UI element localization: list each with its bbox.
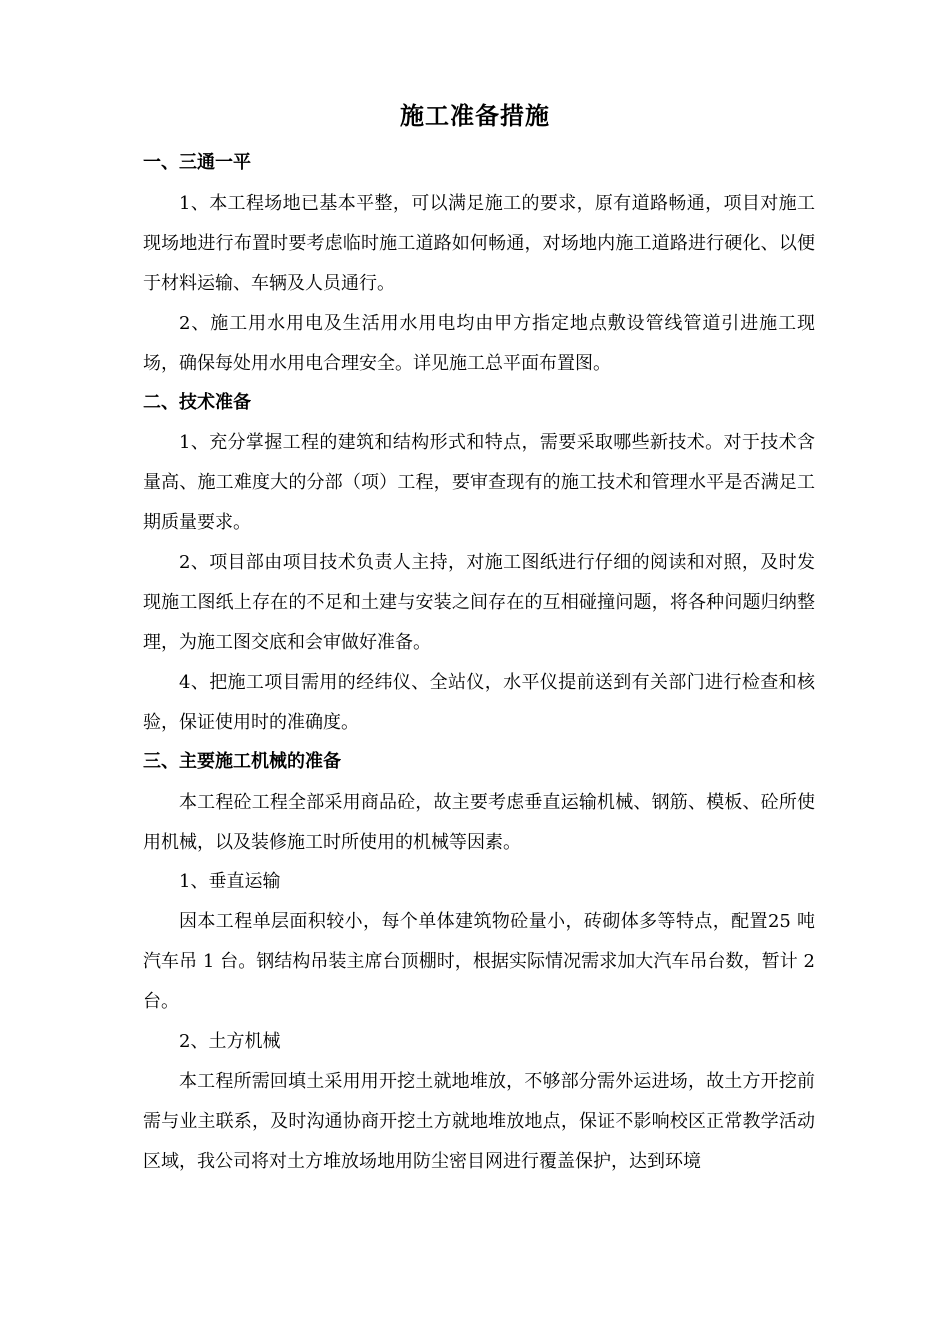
subsection-title-1: 1、垂直运输 bbox=[179, 871, 281, 892]
section-heading-2: 二、技术准备 bbox=[143, 392, 251, 413]
document-title: 施工准备措施 bbox=[400, 102, 550, 130]
paragraph: 1、充分掌握工程的建筑和结构形式和特点，需要采取哪些新技术。对于技术含量高、施工难度大的分部（项）工程，要审查现有的施工技术和管理水平是否满足工期质量要求。 bbox=[143, 432, 815, 533]
paragraph: 本工程所需回填土采用用开挖土就地堆放，不够部分需外运进场，故土方开挖前需与业主联系，及时沟通协商开挖土方就地堆放地点，保证不影响校区正常教学活动区域，我公司将对土方堆放场地用防尘密目网进行覆盖保护，达到环境 bbox=[143, 1071, 815, 1172]
subsection-title-2: 2、土方机械 bbox=[179, 1031, 281, 1052]
paragraph: 因本工程单层面积较小，每个单体建筑物砼量小，砖砌体多等特点，配置25 吨汽车吊 1 台。钢结构吊装主席台顶棚时，根据实际情况需求加大汽车吊台数，暂计 2 台。 bbox=[143, 911, 815, 1012]
paragraph: 本工程砼工程全部采用商品砼，故主要考虑垂直运输机械、钢筋、模板、砼所使用机械，以及装修施工时所使用的机械等因素。 bbox=[143, 792, 815, 853]
section-heading-3: 三、主要施工机械的准备 bbox=[143, 751, 341, 772]
paragraph: 1、本工程场地已基本平整，可以满足施工的要求，原有道路畅通，项目对施工现场地进行布置时要考虑临时施工道路如何畅通，对场地内施工道路进行硬化、以便于材料运输、车辆及人员通行。 bbox=[143, 193, 815, 294]
paragraph: 4、把施工项目需用的经纬仪、全站仪，水平仪提前送到有关部门进行检查和核验，保证使用时的准确度。 bbox=[143, 672, 815, 733]
paragraph: 2、施工用水用电及生活用水用电均由甲方指定地点敷设管线管道引进施工现场，确保每处用水用电合理安全。详见施工总平面布置图。 bbox=[143, 313, 815, 374]
section-heading-1: 一、三通一平 bbox=[143, 152, 251, 173]
paragraph: 2、项目部由项目技术负责人主持，对施工图纸进行仔细的阅读和对照，及时发现施工图纸上存在的不足和土建与安装之间存在的互相碰撞问题，将各种问题归纳整理，为施工图交底和会审做好准备。 bbox=[143, 552, 815, 653]
